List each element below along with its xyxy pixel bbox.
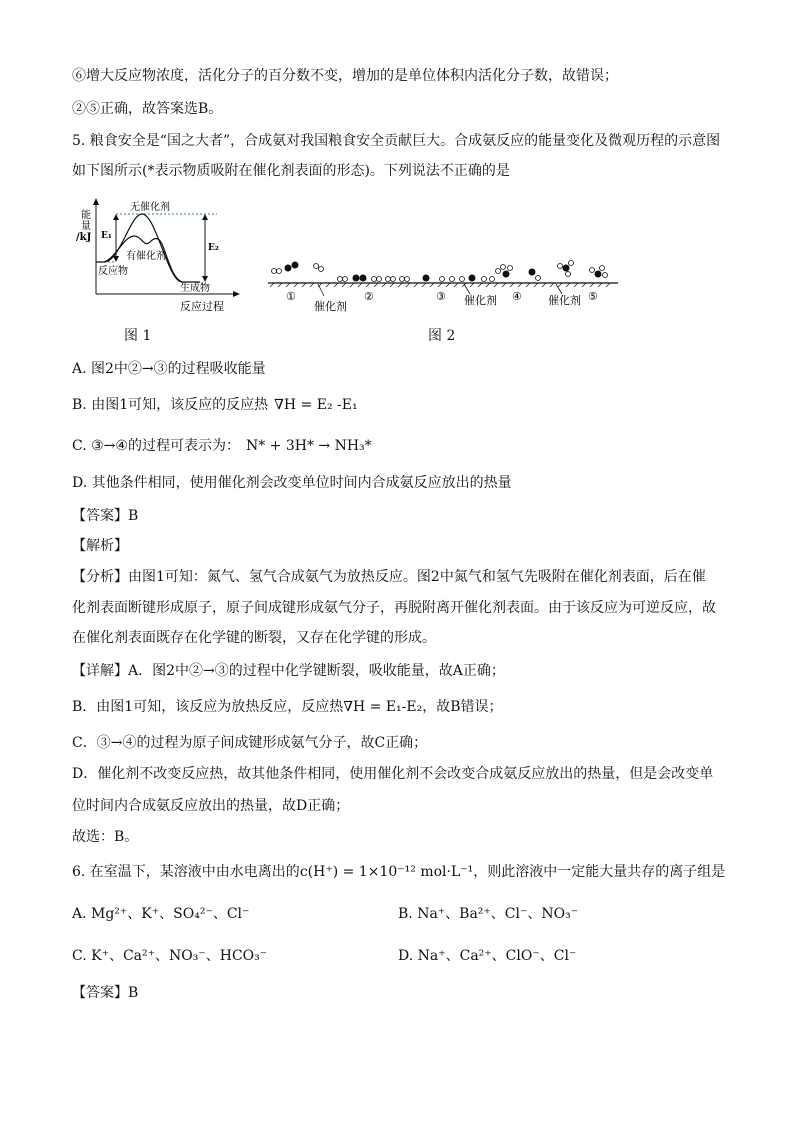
y-axis-label: 能 [81,210,91,221]
question-5-stem: 如下图所示(*表示物质吸附在催化剂表面的形态)。下列说法不正确的是 [72,163,510,179]
atoms-step-3 [423,275,495,282]
formula: ∇H = E₁-E₂ [343,699,423,715]
ammonia-step-4 [496,265,541,281]
analysis-text: 化剂表面断键形成原子，原子间成键形成氨气分子，再脱附离开催化剂表面。由于该反应为可逆反应，故 [72,600,716,616]
question-6-stem [72,862,725,882]
molecules-step-2 [338,275,410,282]
micro-process-diagram [266,256,621,316]
text-line: ⑥增大反应物浓度，活化分子的百分数不变，增加的是单位体积内活化分子数，故错误； [72,68,618,84]
detail-text [72,697,503,717]
figure-2-caption: 图 2 [428,328,456,344]
x-axis-label: 反应过程 [180,300,224,313]
y-axis-label: /kJ [76,232,92,243]
no-catalyst-label: 无催化剂 [130,202,170,213]
question-6-text: 6. 在室温下，某溶液中由水电离出的 [72,864,300,880]
analysis-text: 在催化剂表面既存在化学键的断裂，又存在化学键的形成。 [72,630,436,646]
option-d: D. Na⁺、Ca²⁺、ClO⁻、Cl⁻ [398,948,577,964]
option-a: A. Mg²⁺、K⁺、SO₄²⁻、Cl⁻ [72,906,250,922]
detail-text: C．③→④的过程为原子间成键形成氨气分子，故C正确； [72,735,428,751]
catalyst-label: 催化剂 [548,294,581,307]
option-a: A. 图2中②→③的过程吸收能量 [72,361,266,377]
option-c [72,436,372,456]
detail-text: 位时间内合成氨反应放出的热量，故D正确； [72,798,350,814]
product-label: 生成物 [180,283,210,294]
energy-diagram [72,196,242,316]
detail-text-part: B．由图1可知，该反应为放热反应，反应热 [72,699,344,715]
e1-label: E₁ [101,231,112,241]
option-d: D. 其他条件相同，使用催化剂会改变单位时间内合成氨反应放出的热量 [72,475,512,491]
y-axis-label: 量 [81,221,91,232]
analysis-text: 【分析】由图1可知：氮气、氢气合成氨气为放热反应。图2中氮气和氢气先吸附在催化剂表面，后在催 [72,569,706,585]
step-label: ① [286,290,296,303]
option-b [72,395,358,415]
catalyst-label: 催化剂 [464,294,497,307]
detail-text-part: ，故B错误； [422,699,503,715]
e2-label: E₂ [208,243,219,253]
step-label: ③ [436,290,446,303]
answer-label: 【答案】B [72,508,139,524]
answer-label: 【答案】B [72,985,139,1001]
step-label: ② [364,290,374,303]
text-line: ②⑤正确，故答案选B。 [72,101,223,117]
step-label: ⑤ [588,290,598,303]
formula: ∇H = E₂ -E₁ [274,397,358,413]
option-c: C. K⁺、Ca²⁺、NO₃⁻、HCO₃⁻ [72,948,268,964]
detail-text: 【详解】A．图2中②→③的过程中化学键断裂，吸收能量，故A正确； [72,663,505,679]
with-catalyst-label: 有催化剂 [126,251,166,262]
option-c-text: C. ③→④的过程可表示为： [72,438,240,454]
conclusion-text: 故选：B。 [72,829,139,845]
molecules-step-1 [272,262,324,274]
ammonia-step-5 [558,261,608,278]
formula: c(H⁺) = 1×10⁻¹² mol·L⁻¹ [299,864,474,880]
question-6-text: ，则此溶液中一定能大量共存的离子组是 [473,864,726,880]
reactant-label: 反应物 [98,266,128,277]
analysis-heading: 【解析】 [72,538,128,554]
step-label: ④ [512,290,522,303]
catalyst-label: 催化剂 [314,300,347,313]
option-b-text: B. 由图1可知，该反应的反应热 [72,397,269,413]
option-b: B. Na⁺、Ba²⁺、Cl⁻、NO₃⁻ [398,906,579,922]
question-5-stem: 5. 粮食安全是“国之大者”，合成氨对我国粮食安全贡献巨大。合成氨反应的能量变化及微观历程的示意图 [72,133,721,149]
detail-text: D．催化剂不改变反应热，故其他条件相同，使用催化剂不会改变合成氨反应放出的热量，但是会改变单 [72,766,714,782]
figure-1-caption: 图 1 [124,328,152,344]
formula: N* + 3H* → NH₃* [245,438,372,454]
